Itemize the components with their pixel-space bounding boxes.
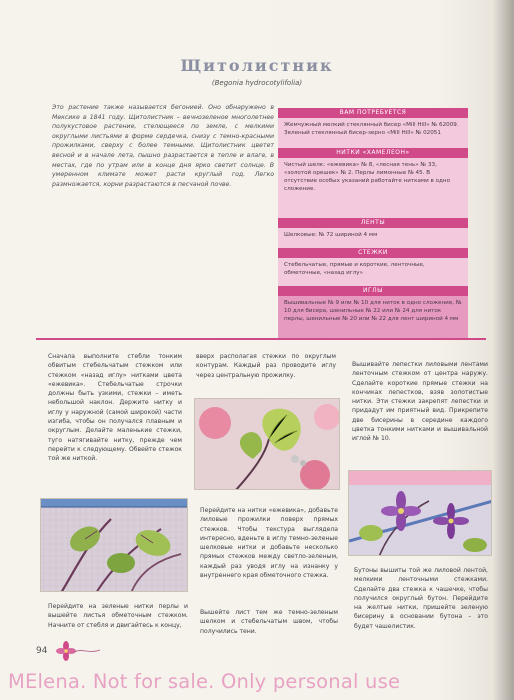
column-2-text-bottom: Вышейте лист тем же темно-зеленым шелком и стебельчатым швом, чтобы получились тени.: [200, 609, 338, 635]
intro-paragraph: Это растение также называется бегонией. Оно обнаружено в Мексике в 1841 году. Щитолистник – вечнозеленое многолетнее полукустовое растение, стелющееся по земле, с мелкими округлыми листьями в форме сердечка, снизу с темно-красными прожилками, сверху с более темными. Щитолистник цветет весной и в начале лета, пышно разрастается в тепле и влаге, в местах, где по утрам или в конце дня ярко светит солнце. В умеренном климате может расти круглый год. Легко размножается, корни разрастаются в песчаной почве.: [52, 104, 274, 188]
watermark-text: MElena. Not for sale. Only personal use: [8, 670, 401, 693]
materials-threads-text: Чистый шелк: «ежевика» № 8, «лесная тень» № 33, «золотой орешек» № 2. Перлы лимонные № 45. В отсутствие особых указаний работайте нитками в одно сложение.: [278, 158, 468, 218]
materials-needles-heading: ИГЛЫ: [278, 286, 468, 296]
materials-panel: [278, 108, 468, 338]
page-spine-shadow: [492, 0, 514, 700]
materials-threads-heading: НИТКИ «ХАМЕЛЕОН»: [278, 148, 468, 158]
materials-need-text: Жемчужный мелкий стеклянный бисер «Mill Hill» № 62009. Зеленый стеклянный бисер-зерно «Mill Hill» № 02051: [278, 118, 468, 148]
materials-needles-text: Вышивальные № 9 или № 10 для ниток в одно сложение, № 10 для бисера, шенильные № 22 или № 24 для ниток перлы, шенильные № 20 или № 22 для лент шириной 4 мм: [278, 296, 468, 338]
materials-stitches-text: Стебельчатые, прямые и короткие, ленточные, обметочные, «назад иглу»: [278, 258, 468, 286]
embroidery-photo-flowers: [348, 470, 492, 556]
column-2-text-top: вверх располагая стежки по округлым контурам. Каждый раз проводите иглу через центральную прожилку.: [196, 353, 336, 379]
column-3-text-top: Вышивайте лепестки лиловыми лентами ленточным стежком от центра наружу. Сделайте короткие прямые стежки на кончиках лепестков, взяв золотистые нитки. Эти стежки закрепят лепестки и придадут им приятный вид. Прикрепите две бисерины в середине каждого цветка тонкими нитками и вышивальной иглой № 10.: [352, 361, 488, 443]
page-number: 94: [36, 646, 48, 656]
column-3-text-bottom: Бутоны вышиты той же лиловой лентой, мелкими ленточными стежками. Сделайте два стежка к чашечке, чтобы получился округлый бутон. Перейдите на желтые нитки, пришейте зеленую бисерину в основании бутона – это будет чашелистик.: [354, 567, 488, 630]
embroidery-photo-leaf-image: [195, 399, 340, 490]
flower-ornament-icon: [54, 640, 102, 662]
materials-stitches-heading: СТЕЖКИ: [278, 248, 468, 258]
column-2-text-middle: Перейдите на нитки «ежевика», добавьте лиловые прожилки поверх прямых стежков. Чтобы текстура выглядела интересно, вденьте в иглу темно-зеленые шелковые нитки и добавьте несколько прямых стежков между светло-зеленым, каждый раз уводя иглу на изнанку у внутреннего края обметочного стежка.: [200, 507, 338, 580]
section-divider: [36, 338, 486, 340]
materials-ribbons-heading: ЛЕНТЫ: [278, 218, 468, 228]
column-1-text-top: Сначала выполните стебли тонким обвитым стебельчатым стежком или стежком «назад иглу» нитками цвета «ежевика». Стебельчатые строчки должны быть узкими, стежки – иметь небольшой наклон. Держите нитку и иглу у наружной (самой широкой) части изгиба, чтобы он получался плавным и округлым. Делайте маленькие стежки, туго натягивайте нитку, прежде чем перейти к следующему. Обвейте стежок той же ниткой.: [48, 353, 182, 463]
column-1-text-bottom: Перейдите на зеленые нитки перлы и вышейте листья обметочным стежком. Начните от стебля и двигайтесь к концу,: [48, 603, 188, 629]
latin-name: (Begonia hydrocotylifolia): [211, 79, 303, 87]
page-title: Щитолистник: [180, 56, 334, 75]
embroidery-photo-stems-image: [41, 499, 188, 592]
materials-ribbons-text: Шелковые: № 72 шириной 4 мм: [278, 228, 468, 248]
embroidery-photo-flowers-image: [349, 471, 492, 556]
embroidery-photo-stems: [40, 498, 188, 592]
embroidery-photo-leaf: [194, 398, 340, 490]
materials-need-heading: ВАМ ПОТРЕБУЕТСЯ: [278, 108, 468, 118]
